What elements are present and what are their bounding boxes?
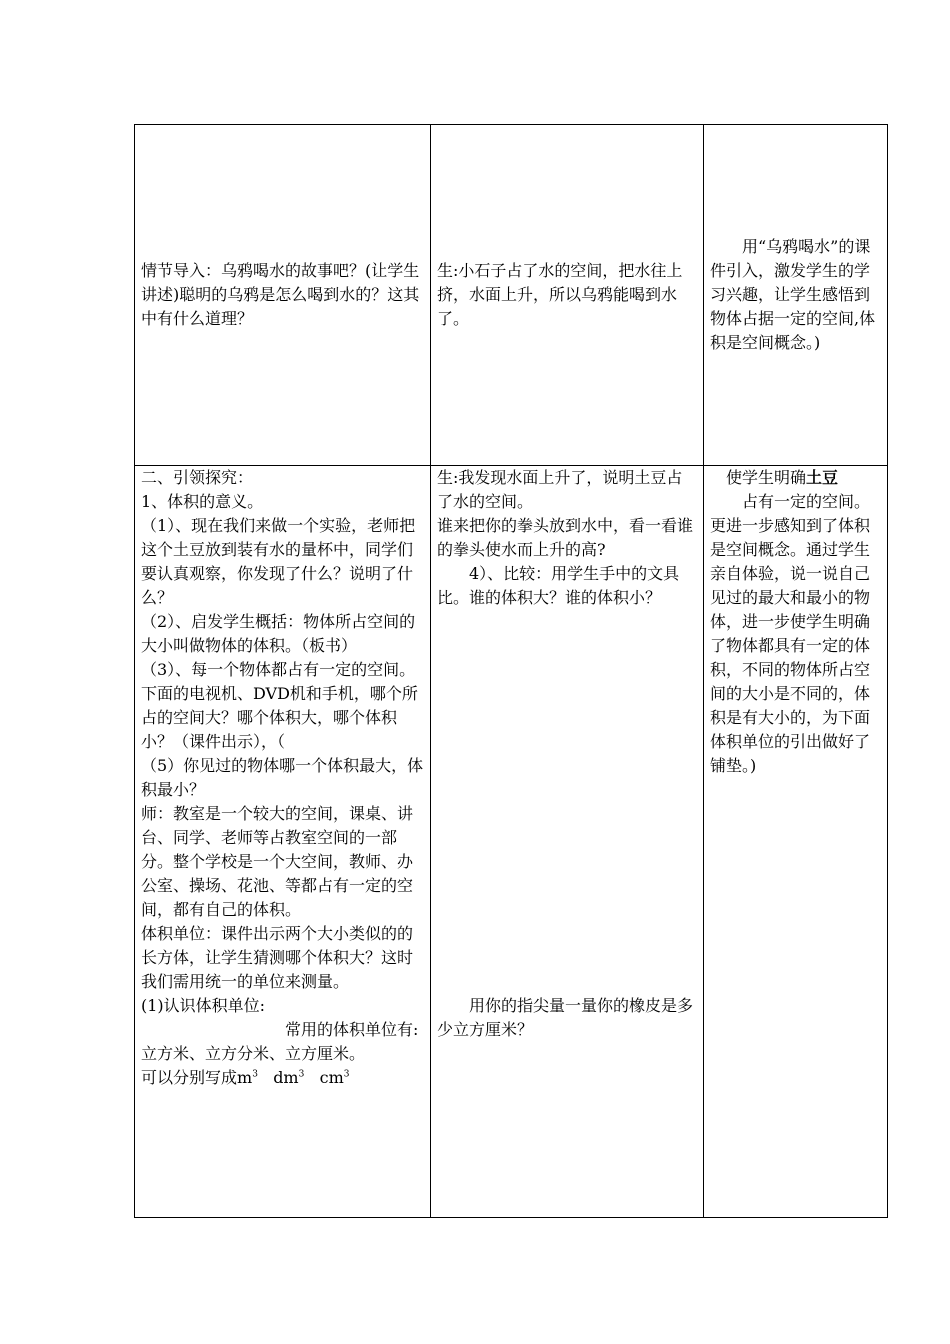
design-intent-cell (704, 466, 888, 1218)
story-intro-text: 情节导入：乌鸦喝水的故事吧？(让学生讲述)聪明的乌鸦是怎么喝到水的？这其中有什么道理？ (141, 261, 420, 328)
compare-stationery-text: 4）、比较：用学生手中的文具比。谁的体积大？谁的体积小？ (437, 564, 680, 607)
unit-exponent: 3 (298, 1069, 305, 1080)
unit-symbol-dm: dm (273, 1068, 299, 1087)
design-intent-cell (704, 125, 888, 466)
student-activity-cell (431, 125, 704, 466)
teacher-explanation-text: 师：教室是一个较大的空间，课桌、讲台、同学、老师等占教室空间的一部分。整个学校是一个大空间，教师、办公室、操场、花池、等都占有一定的空间，都有自己的体积。 (141, 804, 414, 919)
unit-exponent: 3 (252, 1069, 258, 1080)
spacer (437, 610, 697, 994)
student-activity-cell (431, 466, 704, 1218)
unit-symbol-cm: cm (319, 1068, 344, 1087)
table-row (135, 466, 888, 1218)
design-intent-lead-prefix: 使学生明确 (726, 468, 807, 487)
unit-subheading: (1)认识体积单位: (141, 996, 266, 1015)
unit-symbols-prefix: 可以分别写成 (141, 1068, 238, 1087)
common-units-text: 常用的体积单位有:立方米、立方分米、立方厘米。 (141, 1020, 419, 1063)
experiment-text: （1）、现在我们来做一个实验，老师把这个土豆放到装有水的量杯中，同学们要认真观察，你发现了什么？说明了什么？ (141, 516, 416, 607)
table-row (135, 125, 888, 466)
section-heading: 二、引领探究： (141, 468, 254, 487)
student-answer-text: 生:小石子占了水的空间，把水往上挤，水面上升，所以乌鸦能喝到水了。 (437, 261, 683, 328)
teacher-activity-cell (135, 466, 431, 1218)
design-intent-lead (710, 466, 881, 490)
student-observation-text: 生:我发现水面上升了，说明土豆占了水的空间。 (437, 468, 683, 511)
question-text: （5）你见过的物体哪一个体积最大，体积最小？ (141, 756, 424, 799)
design-intent-text: 用“乌鸦喝水”的课件引入，激发学生的学习兴趣，让学生感悟到物体占据一定的空间,体积是空间概念。) (710, 237, 876, 352)
subsection-heading: 1、体积的意义。 (141, 492, 264, 511)
unit-symbol-m: m (237, 1068, 253, 1087)
definition-text: （2）、启发学生概括：物体所占空间的大小叫做物体的体积。（板书） (141, 612, 416, 655)
measure-eraser-text: 用你的指尖量一量你的橡皮是多少立方厘米？ (437, 996, 694, 1039)
volume-unit-text: 体积单位：课件出示两个大小类似的的长方体，让学生猜测哪个体积大？这时我们需用统一的单位来测量。 (141, 924, 414, 991)
design-intent-bold-word: 土豆 (806, 468, 839, 487)
fist-experiment-text: 谁来把你的拳头放到水中，看一看谁的拳头使水而上升的高? (437, 516, 694, 559)
design-intent-text: 占有一定的空间。更进一步感知到了体积是空间概念。通过学生亲自体验，说一说自己见过的最大和最小的物体，进一步使学生明确了物体都具有一定的体积，不同的物体所占空间的大小是不同的，体积是有大小的，为下面体积单位的引出做好了铺垫。) (710, 492, 871, 775)
lesson-plan-table (134, 124, 888, 1218)
unit-symbols-line (141, 1066, 424, 1090)
teacher-activity-cell (135, 125, 431, 466)
unit-exponent: 3 (343, 1069, 350, 1080)
comparison-text: （3）、每一个物体都占有一定的空间。下面的电视机、DVD机和手机，哪个所占的空间大？哪个体积大，哪个体积小？（课件出示），（ (141, 660, 418, 751)
